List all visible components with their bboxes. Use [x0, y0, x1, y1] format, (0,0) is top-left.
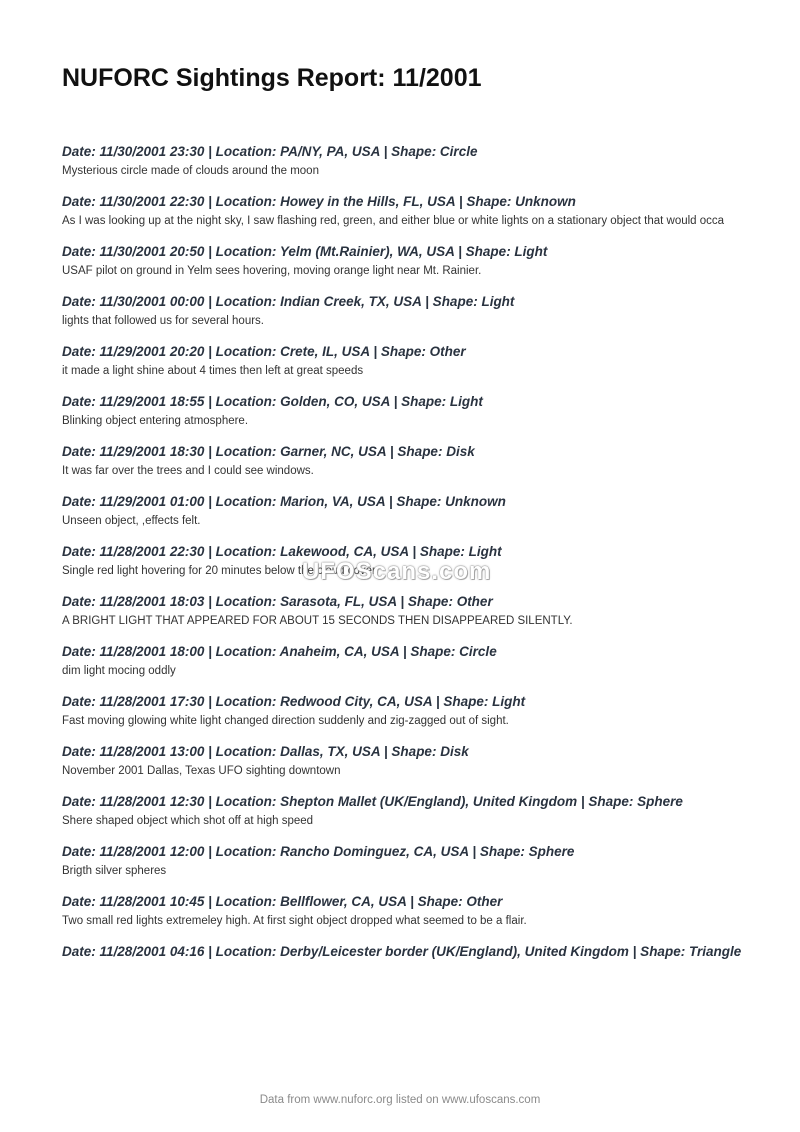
sighting-entry — [62, 442, 742, 479]
sighting-description: it made a light shine about 4 times then left at great speeds — [62, 365, 364, 377]
sighting-header: Date: 11/29/2001 01:00 | Location: Marion, VA, USA | Shape: Unknown — [62, 494, 506, 509]
watermark-logo: UFOScans.com — [302, 558, 492, 585]
sighting-header: Date: 11/30/2001 22:30 | Location: Howey in the Hills, FL, USA | Shape: Unknown — [62, 194, 576, 209]
sighting-description: It was far over the trees and I could see windows. — [62, 465, 314, 477]
sighting-header: Date: 11/30/2001 20:50 | Location: Yelm (Mt.Rainier), WA, USA | Shape: Light — [62, 244, 548, 259]
sighting-header: Date: 11/28/2001 18:03 | Location: Sarasota, FL, USA | Shape: Other — [62, 594, 493, 609]
sighting-description: Two small red lights extremeley high. At first sight object dropped what seemed to be a flair. — [62, 915, 527, 927]
sighting-entry — [62, 742, 742, 779]
sighting-header: Date: 11/30/2001 23:30 | Location: PA/NY, PA, USA | Shape: Circle — [62, 144, 478, 159]
sighting-header: Date: 11/28/2001 10:45 | Location: Bellflower, CA, USA | Shape: Other — [62, 894, 503, 909]
sighting-entry — [62, 842, 742, 879]
sighting-entry — [62, 792, 742, 829]
sighting-entry — [62, 892, 742, 929]
sighting-entry — [62, 242, 742, 279]
sighting-entry — [62, 942, 742, 961]
sighting-entry — [62, 492, 742, 529]
sighting-description: Mysterious circle made of clouds around the moon — [62, 165, 319, 177]
sighting-header: Date: 11/28/2001 18:00 | Location: Anaheim, CA, USA | Shape: Circle — [62, 644, 497, 659]
sighting-description: dim light mocing oddly — [62, 665, 176, 677]
sighting-description: Unseen object, ,effects felt. — [62, 515, 201, 527]
sighting-description: Brigth silver spheres — [62, 865, 167, 877]
sighting-entry — [62, 392, 742, 429]
sighting-header: Date: 11/29/2001 20:20 | Location: Crete, IL, USA | Shape: Other — [62, 344, 466, 359]
sighting-description: lights that followed us for several hours. — [62, 315, 264, 327]
sighting-description: Single red light hovering for 20 minutes below the cloud cover. — [62, 565, 379, 577]
sighting-header: Date: 11/30/2001 00:00 | Location: Indian Creek, TX, USA | Shape: Light — [62, 294, 515, 309]
sighting-entry — [62, 192, 742, 229]
sighting-header: Date: 11/28/2001 12:00 | Location: Rancho Dominguez, CA, USA | Shape: Sphere — [62, 844, 575, 859]
sighting-description: As I was looking up at the night sky, I saw flashing red, green, and either blue or white lights on a stationary object that would occa — [62, 215, 725, 227]
sighting-description: A BRIGHT LIGHT THAT APPEARED FOR ABOUT 15 SECONDS THEN DISAPPEARED SILENTLY. — [62, 615, 573, 627]
sighting-entry — [62, 342, 742, 379]
sighting-entry — [62, 692, 742, 729]
page-footer: Data from www.nuforc.org listed on www.ufoscans.com — [259, 1094, 541, 1106]
sighting-entry — [62, 592, 742, 629]
sighting-entry — [62, 292, 742, 329]
sighting-entry — [62, 642, 742, 679]
page-title: NUFORC Sightings Report: 11/2001 — [62, 64, 482, 92]
sighting-header: Date: 11/28/2001 04:16 | Location: Derby/Leicester border (UK/England), United Kingdom | Shape: Triangle — [62, 944, 742, 959]
sighting-header: Date: 11/28/2001 22:30 | Location: Lakewood, CA, USA | Shape: Light — [62, 544, 502, 559]
sighting-description: Fast moving glowing white light changed direction suddenly and zig-zagged out of sight. — [62, 715, 509, 727]
sighting-header: Date: 11/28/2001 17:30 | Location: Redwood City, CA, USA | Shape: Light — [62, 694, 526, 709]
sighting-description: USAF pilot on ground in Yelm sees hovering, moving orange light near Mt. Rainier. — [62, 265, 482, 277]
sighting-description: Shere shaped object which shot off at high speed — [62, 815, 314, 827]
sighting-header: Date: 11/28/2001 13:00 | Location: Dallas, TX, USA | Shape: Disk — [62, 744, 469, 759]
sighting-entry — [62, 142, 742, 179]
sighting-description: November 2001 Dallas, Texas UFO sighting downtown — [62, 765, 341, 777]
sighting-header: Date: 11/29/2001 18:55 | Location: Golden, CO, USA | Shape: Light — [62, 394, 483, 409]
sighting-description: Blinking object entering atmosphere. — [62, 415, 249, 427]
sighting-header: Date: 11/29/2001 18:30 | Location: Garner, NC, USA | Shape: Disk — [62, 444, 475, 459]
sighting-header: Date: 11/28/2001 12:30 | Location: Shepton Mallet (UK/England), United Kingdom | Shape: Sphere — [62, 794, 683, 809]
